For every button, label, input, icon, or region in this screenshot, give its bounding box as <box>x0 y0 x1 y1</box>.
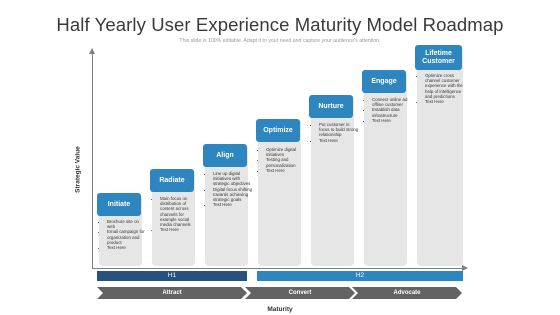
y-axis-label: Strategic Value <box>74 146 82 193</box>
list-item: • Digital focus shifting towards achieving strategic goals <box>213 187 253 203</box>
half-bar-h1: H1 <box>97 271 247 281</box>
phase-label-convert: Convert <box>288 290 312 296</box>
stage-points-radiate <box>154 196 200 232</box>
list-item: • Email campaign for organization and product <box>107 229 147 245</box>
x-axis-label: Maturity <box>267 306 293 313</box>
list-item: • Testing and personalization <box>266 157 306 167</box>
y-axis-arrow-icon <box>89 48 95 54</box>
list-item: • Text Here <box>266 168 306 173</box>
list-item: • Text Here <box>372 118 412 123</box>
list-item: • Text Here <box>319 138 359 143</box>
list-item: • Brochure site on web <box>107 219 147 229</box>
stage-header-lifetime-customer: Lifetime Customer <box>415 45 462 70</box>
list-item: • Optimize digital initiatives <box>266 147 306 157</box>
list-item: • Put customer in focus to build strong relationship <box>319 122 359 138</box>
list-item: • Line up digital initiatives with strategic objectives <box>213 171 253 187</box>
stage-header-nurture: Nurture <box>309 95 353 118</box>
phase-arrow-advocate <box>352 287 462 299</box>
phase-arrow-attract <box>97 287 247 299</box>
stage-points-align <box>207 171 253 207</box>
phase-label-attract: Attract <box>162 290 182 296</box>
stage-points-engage <box>366 97 412 123</box>
stage-points-optimize <box>260 147 306 173</box>
page-subtitle: This slide is 100% editable. Adapt it to your need and capture your audience's attention. <box>179 38 381 44</box>
stage-header-initiate: Initiate <box>97 193 141 216</box>
x-axis <box>92 268 464 269</box>
list-item: • Connect online ad offline customer <box>372 97 412 107</box>
stage-points-nurture <box>313 122 359 143</box>
stage-points-initiate <box>101 219 147 250</box>
stage-header-align: Align <box>203 144 247 167</box>
y-axis <box>92 52 93 269</box>
list-item: • Text Here <box>160 227 200 232</box>
stage-header-optimize: Optimize <box>256 119 300 142</box>
phase-label-advocate: Advocate <box>393 290 421 296</box>
list-item: • Text Here <box>425 99 468 104</box>
list-item: • Main focus on distribution of content across channels for example social media channels <box>160 196 200 227</box>
page-title: Half Yearly User Experience Maturity Model Roadmap <box>56 14 504 35</box>
stage-points-lifetime-customer <box>419 73 468 104</box>
half-bar-h2: H2 <box>257 271 463 281</box>
list-item: • Text Here <box>107 245 147 250</box>
list-item: • Establish data infrastructure <box>372 107 412 117</box>
stage-header-engage: Engage <box>362 70 406 93</box>
list-item: • Text Here <box>213 202 253 207</box>
stage-header-radiate: Radiate <box>150 169 194 192</box>
phase-arrow-convert <box>245 287 355 299</box>
list-item: • Optimize cross channel customer experience with the help of intelligence and predictions <box>425 73 468 99</box>
